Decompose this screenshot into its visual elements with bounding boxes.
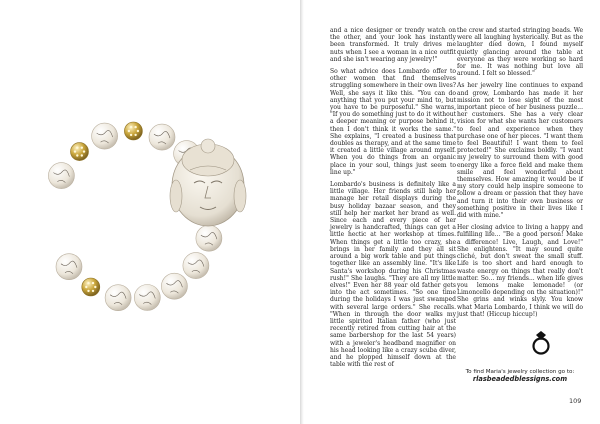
pave-crystal [94, 286, 96, 288]
article-page [304, 0, 600, 424]
pave-crystal [137, 130, 139, 132]
howlite-bead [161, 273, 187, 299]
howlite-bead [56, 254, 82, 280]
pave-crystal [134, 134, 136, 136]
paragraph: Her closing advice to living a happy and fulfilling life... "Be a good person! Make a difference! Live, Laugh, and Love!" She enlightens. "It may sound quite cliché, but don't sweat the small stuff. Life is too short and hard enough to waste energy on things that really don't matter. So... my friends... when life gives you lemons make lemonade! (or Limoncello depending on the situation)!" She grins and winks slyly. You know what Maria Lombardo, I think we will do just that! (Hiccup hiccup!) [457, 224, 583, 318]
pave-crystal [85, 286, 87, 288]
paragraph: the crew and started stringing beads. We were all laughing hysterically. But as the laughter died down, I found myself quietly glancing around the table at everyone as they were working so hard for me. It was nothing but love all around. I felt so blessed." [457, 27, 583, 78]
paragraph: Lombardo's business is definitely like a little village. Her friends still help her manage her retail displays during the busy holiday bazaar season, and they still help her market her brand as well. Since each and every piece of her jewelry is handcrafted, things can get a little hectic at her workshop at times. When things get a little too crazy, she brings in her family and they all sit around a big work table and put things together like an assembly line. "It's like Santa's workshop during his Christmas rush!" She laughs. "They are all my little elves!" Even her 88 year old father gets into the act sometimes. "So one time during the holidays I was just swamped with several large orders." She recalls. "When in through the door walks my little spirited Italian father (who just recently retired from cutting hair at the same barbershop for the last 54 years) with a jeweler's headband magnifier on his head looking like a crazy scuba diver, and he plopped himself down at the table with the rest of [330, 181, 456, 369]
pave-crystal [76, 154, 78, 156]
pave-crystal [130, 134, 132, 136]
pave-crystal [87, 282, 89, 284]
pave-crystal [134, 126, 136, 128]
text-column-left [330, 27, 456, 373]
text-column-right [457, 27, 583, 383]
pave-crystal [130, 126, 132, 128]
pave-crystal [83, 150, 85, 152]
pave-crystal [92, 282, 94, 284]
howlite-bead [196, 225, 222, 251]
collection-prompt: To find Maria's jewelry collection go to: [465, 369, 575, 376]
paragraph: As her jewelry line continues to expand and grow, Lombardo has made it her mission not to lose sight of the most important piece of her business puzzle... her customers. She has a very clear vision for what she wants her customers to feel and experience when they purchase one of her pieces. "I want them to feel Beautiful! I want them to feel protected!" She exclaims boldly. "I want my jewelry to surround them with good energy like a force field and make them smile and feel wonderful about themselves. How amazing it would be if my story could help inspire someone to follow a dream or passion that they have and turn it into their own business or something positive in their lives like I did with mine." [457, 82, 583, 220]
howlite-bead [48, 163, 74, 189]
paragraph: So what advice does Lombardo offer to other women that find themselves struggling somewhere in their own lives? Well, she says it like this. "You can do anything that you put your mind to, but you have to be purposeful." She warns, "If you do something just to do it without a deeper meaning or purpose behind it, then I don't think it works the same." She explains, "I created a business that doubles as therapy, and at the same time it created a little village around myself. When you do things from an organic place in your soul, things just seem to line up." [330, 68, 456, 176]
pave-crystal [92, 290, 94, 292]
gold-bead [124, 122, 142, 140]
pave-crystal [128, 130, 130, 132]
pave-crystal [81, 154, 83, 156]
howlite-bead [183, 253, 209, 279]
paragraph: and a nice designer or trendy watch on the other, and your look has instantly been transformed. It truly drives me nuts when I see a woman in a nice outfit and she isn't wearing any jewelry!" [330, 27, 456, 63]
page-number: 109 [569, 397, 582, 405]
howlite-bead [105, 285, 131, 311]
website-link[interactable]: rlasbeadedblessigns.com [472, 375, 568, 384]
howlite-bead [149, 124, 175, 150]
ring-icon [528, 329, 554, 355]
pave-crystal [74, 150, 76, 152]
howlite-bead [134, 285, 160, 311]
howlite-bead [92, 123, 118, 149]
pave-crystal [81, 147, 83, 149]
gold-bead [82, 278, 100, 296]
pave-crystal [76, 147, 78, 149]
gold-bead [71, 143, 89, 161]
pave-crystal [87, 290, 89, 292]
